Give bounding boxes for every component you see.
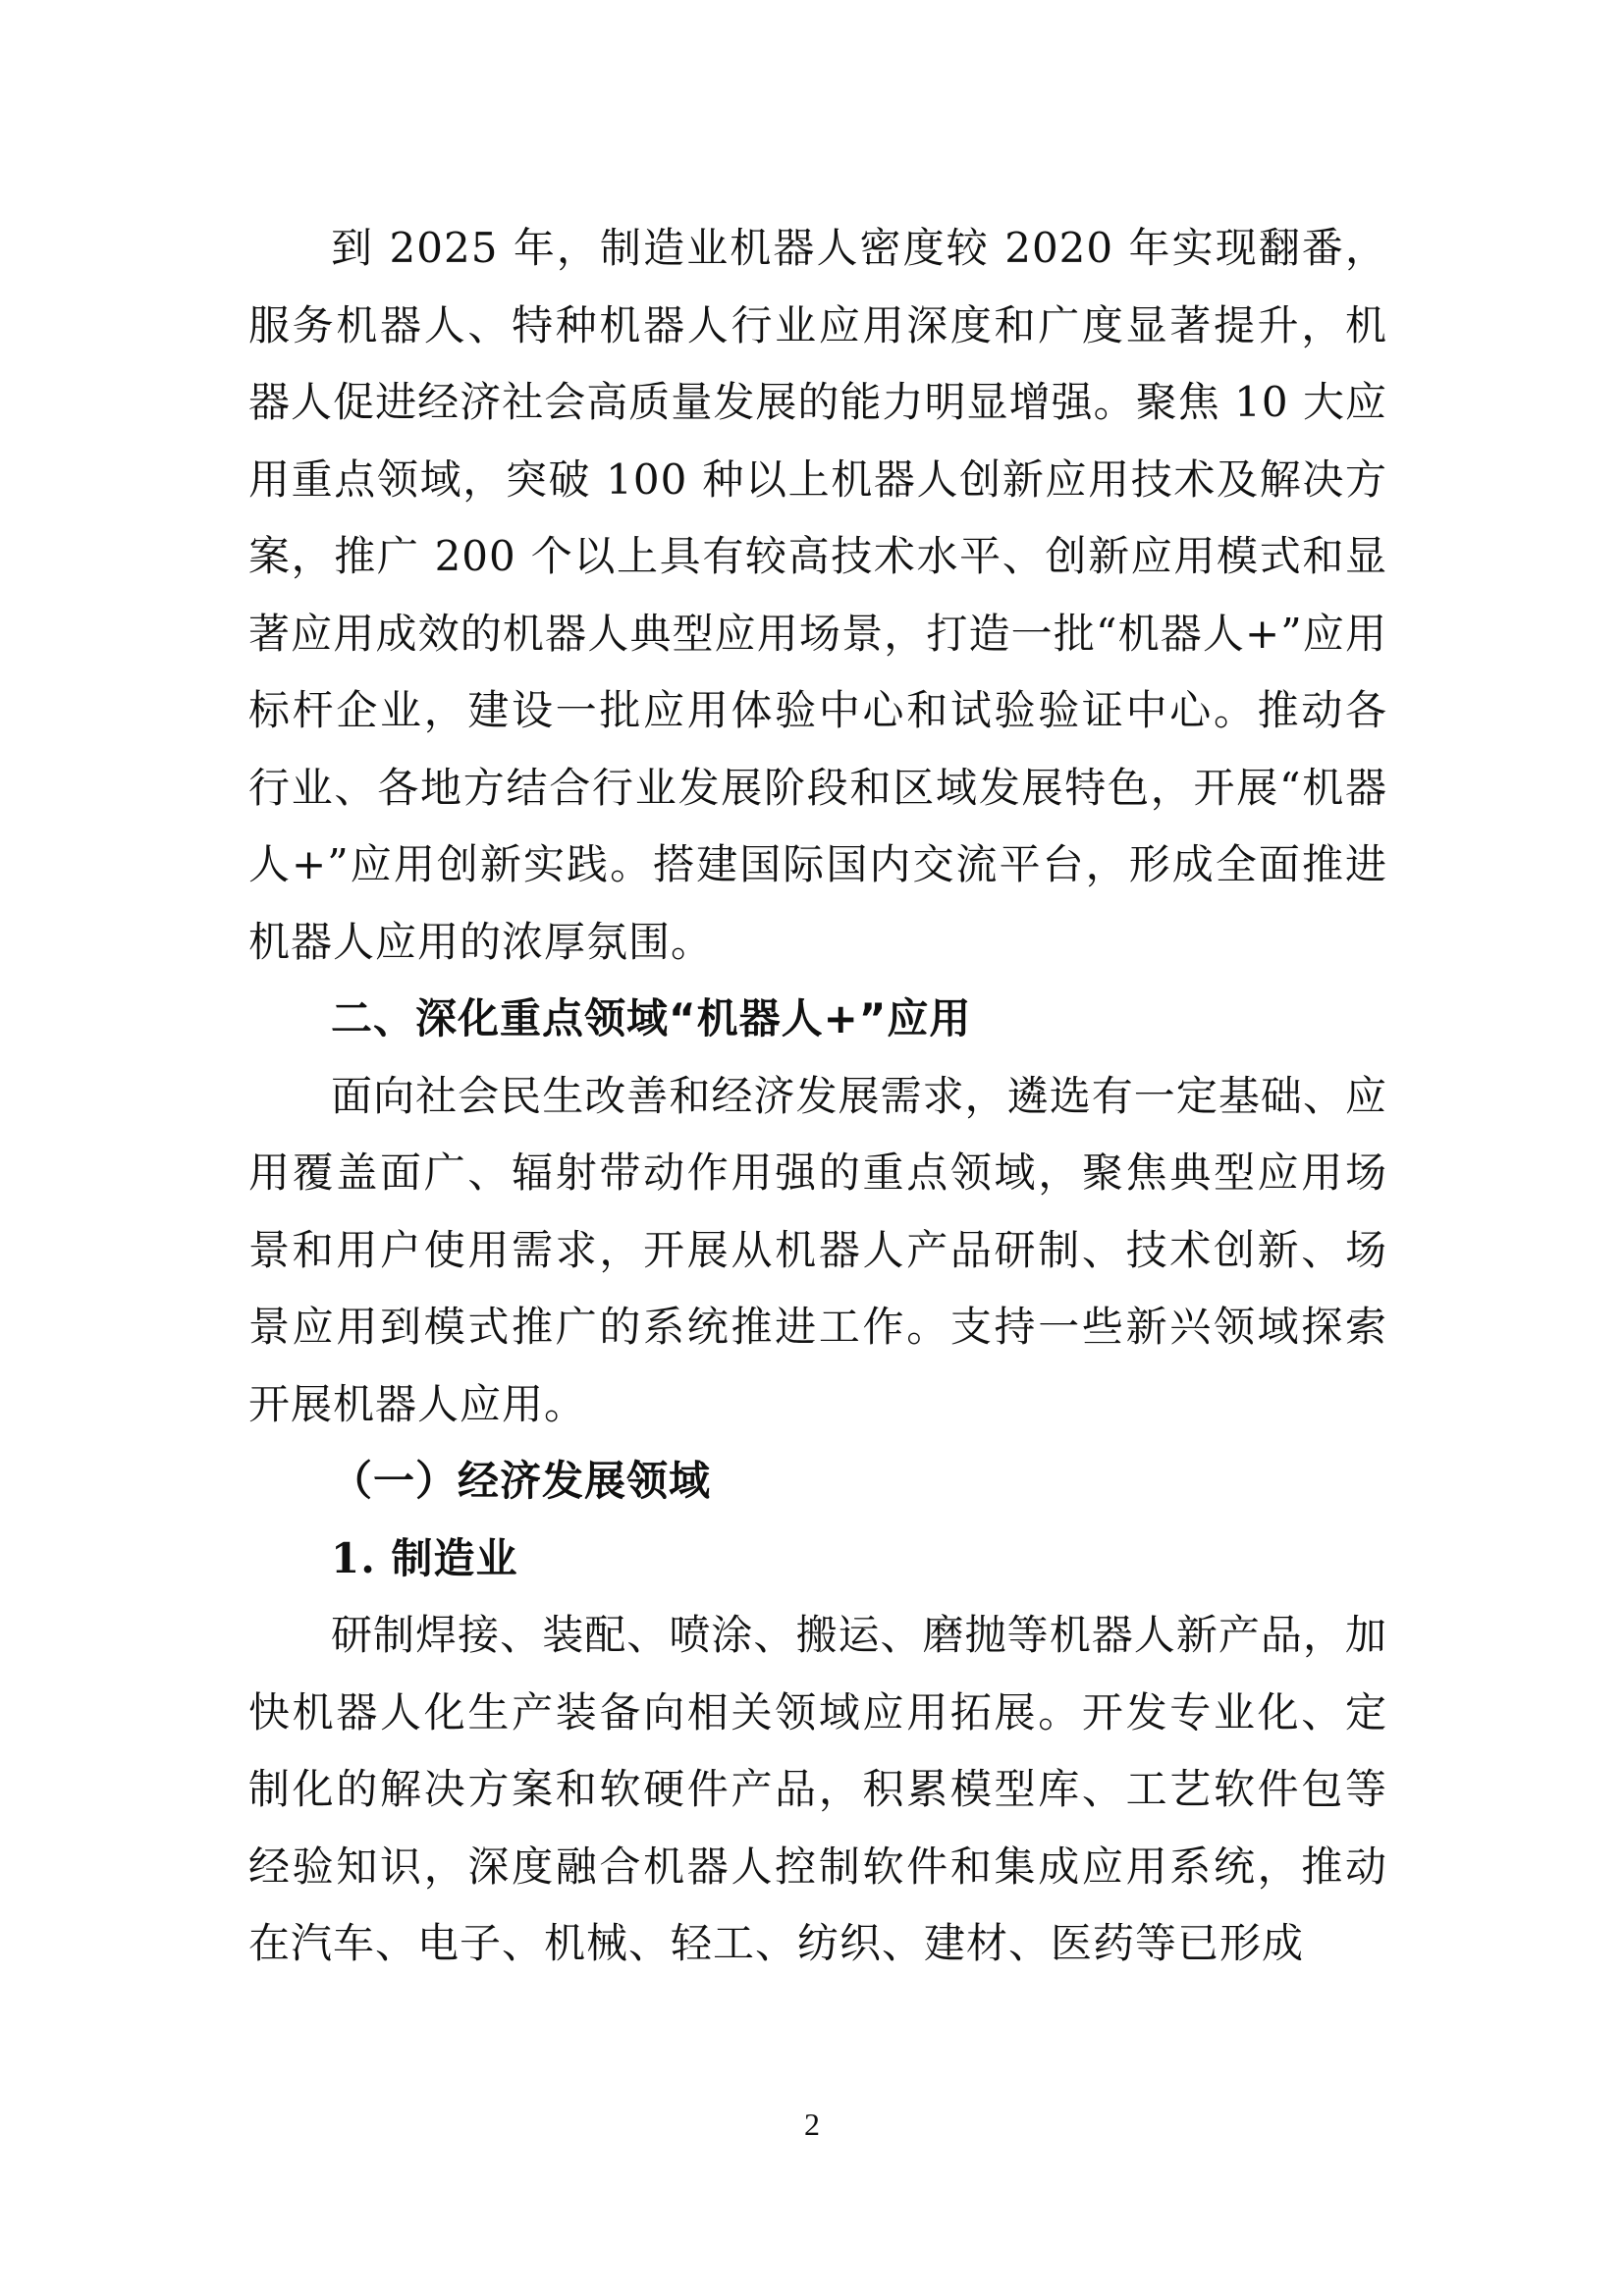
page-number: 2 xyxy=(804,2107,820,2142)
section-heading: 二、深化重点领域“机器人+”应用 xyxy=(331,994,972,1042)
body-paragraph: 研制焊接、装配、喷涂、搬运、磨抛等机器人新产品，加快机器人化生产装备向相关领域应用拓展。开发专业化、定制化的解决方案和软硬件产品，积累模型库、工艺软件包等经验知识，深度融合机器人控制软件和集成应用系统，推动在汽车、电子、机械、轻工、纺织、建材、医药等已形成 xyxy=(248,1611,1387,1967)
document-body xyxy=(248,210,1387,1983)
subsection-heading: （一）经济发展领域 xyxy=(331,1457,712,1505)
body-paragraph: 面向社会民生改善和经济发展需求，遴选有一定基础、应用覆盖面广、辐射带动作用强的重点领域，聚焦典型应用场景和用户使用需求，开展从机器人产品研制、技术创新、场景应用到模式推广的系统推进工作。支持一些新兴领域探索开展机器人应用。 xyxy=(248,1071,1387,1428)
body-paragraph: 到 2025 年，制造业机器人密度较 2020 年实现翻番，服务机器人、特种机器人行业应用深度和广度显著提升，机器人促进经济社会高质量发展的能力明显增强。聚焦 10 大应用重点领域，突破 100 种以上机器人创新应用技术及解决方案，推广 200 个以上具有较高技术水平、创新应用模式和显著应用成效的机器人典型应用场景，打造一批“机器人+”应用标杆企业，建设一批应用体验中心和试验验证中心。推动各行业、各地方结合行业发展阶段和区域发展特色，开展“机器人+”应用创新实践。搭建国际国内交流平台，形成全面推进机器人应用的浓厚氛围。 xyxy=(248,224,1387,966)
subsubsection-heading: 1. 制造业 xyxy=(331,1533,518,1582)
